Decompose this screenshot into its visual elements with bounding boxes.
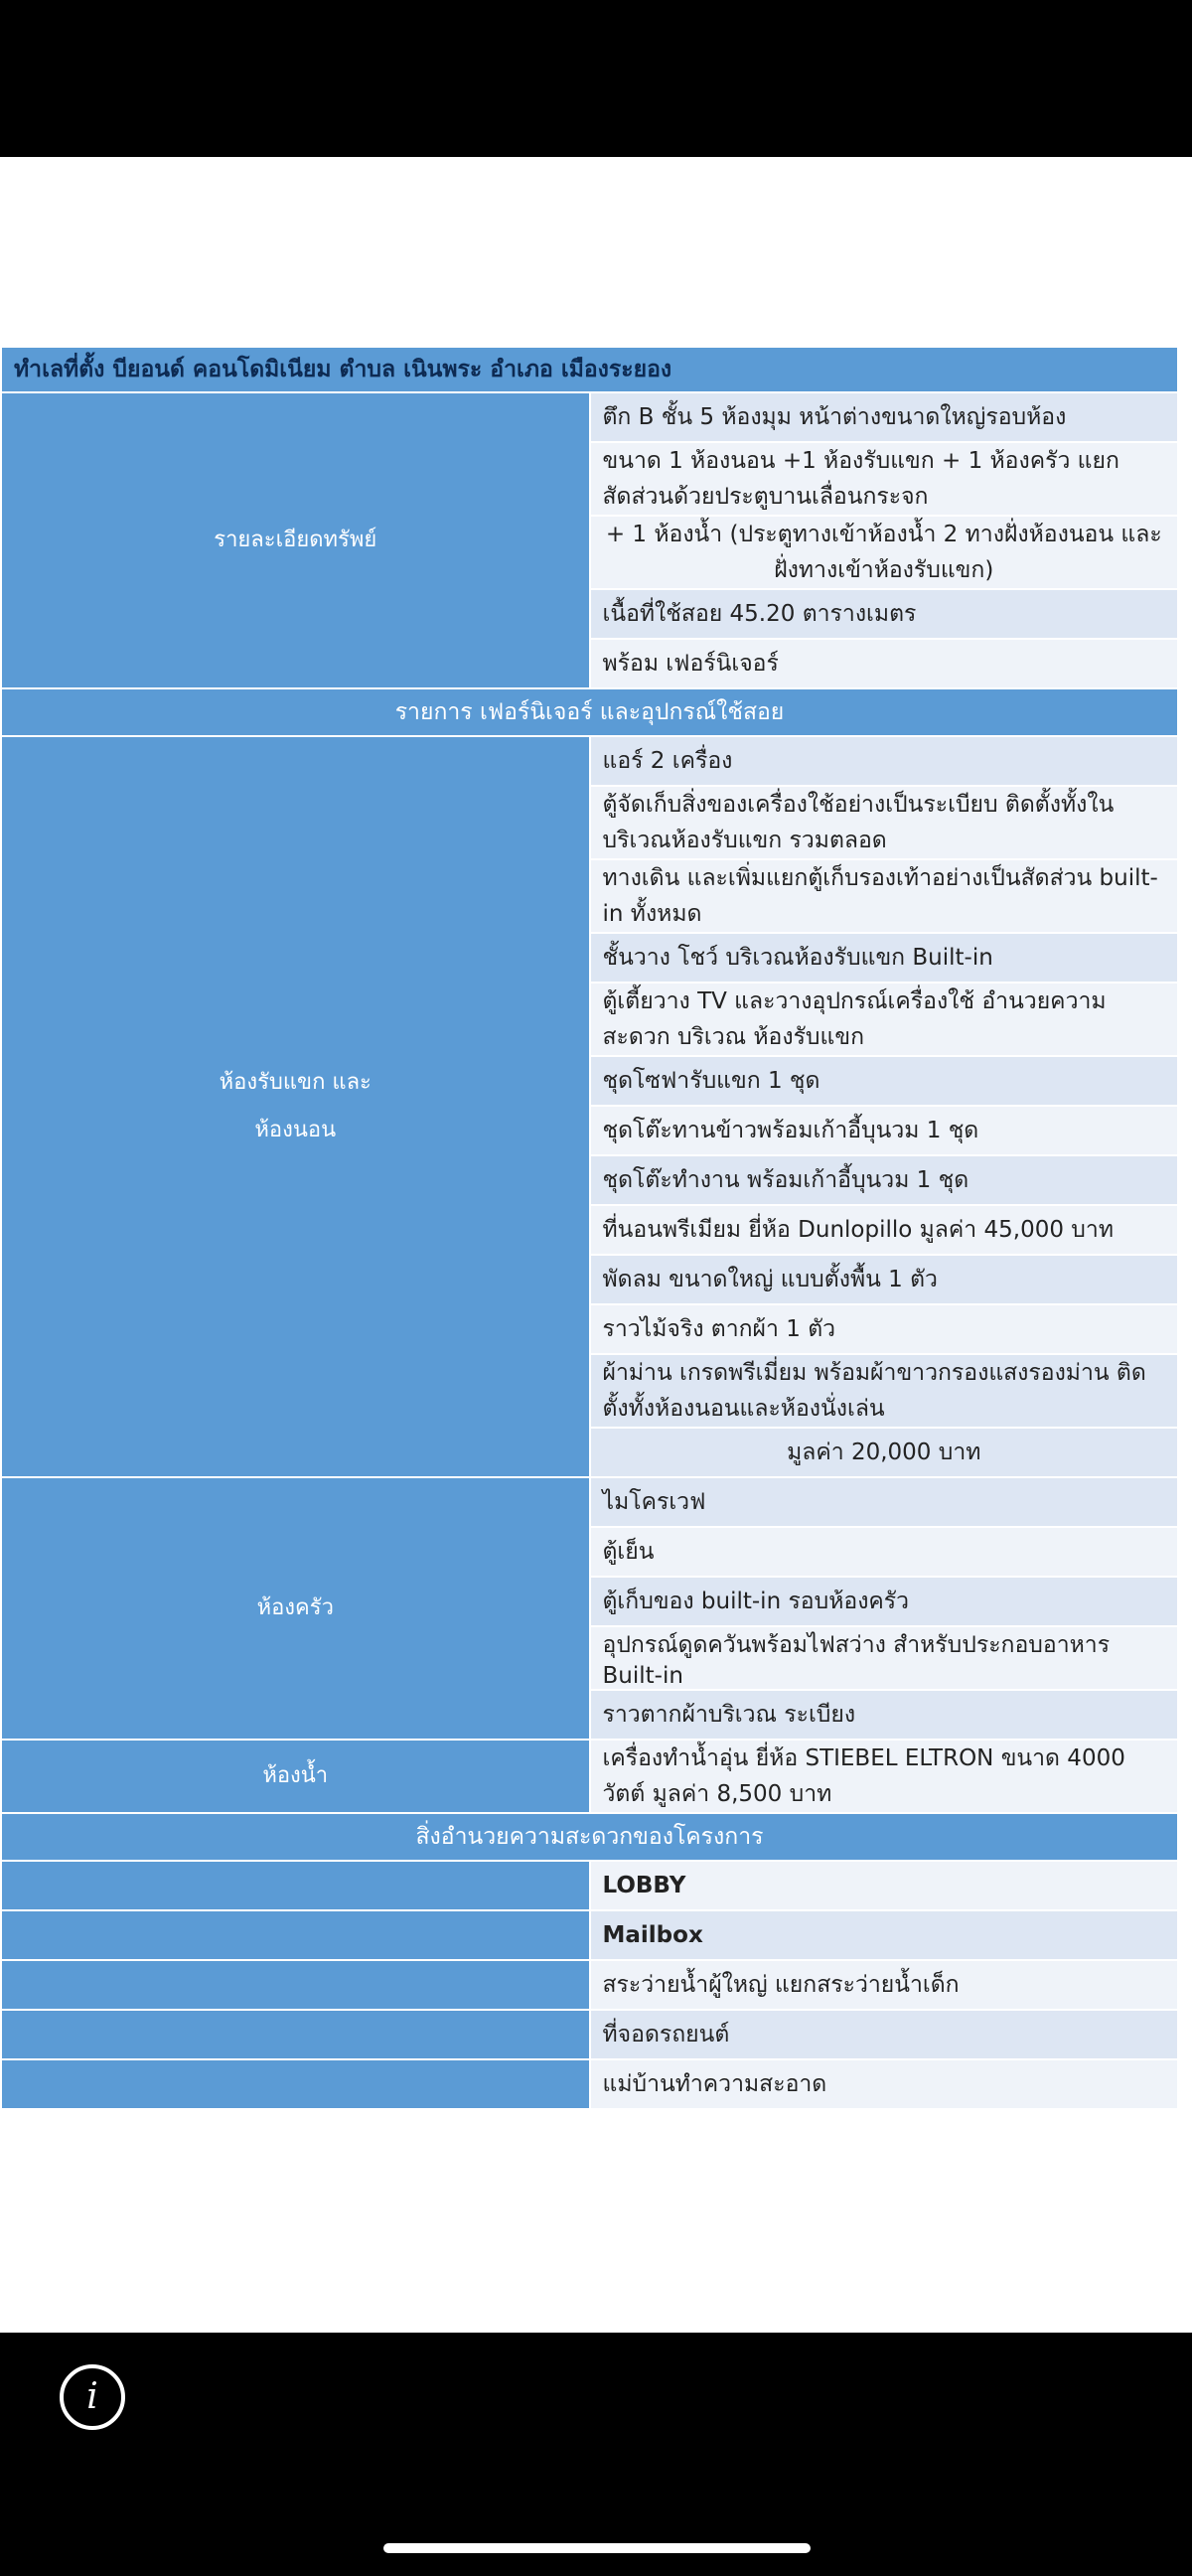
furniture-row: ตู้เตี้ยวาง TV และวางอุปกรณ์เครื่องใช้ อำนวยความสะดวก บริเวณ ห้องรับแขก: [590, 983, 1179, 1056]
furniture-row: ตู้จัดเก็บสิ่งของเครื่องใช้อย่างเป็นระเบียบ ติดตั้งทั้งในบริเวณห้องรับแขก รวมตลอด: [590, 786, 1179, 859]
furniture-row: ทางเดิน และเพิ่มแยกตู้เก็บรองเท้าอย่างเป็นสัดส่วน built-in ทั้งหมด: [590, 859, 1179, 933]
furniture-row: ราวไม้จริง ตากผ้า 1 ตัว: [590, 1304, 1179, 1354]
facility-row: แม่บ้านทำความสะอาด: [590, 2059, 1179, 2109]
furniture-row: ชุดโต๊ะทานข้าวพร้อมเก้าอี้บุนวม 1 ชุด: [590, 1106, 1179, 1155]
furniture-row: ชุดโซฟารับแขก 1 ชุด: [590, 1056, 1179, 1106]
property-row: ตึก B ชั้น 5 ห้องมุม หน้าต่างขนาดใหญ่รอบห้อง: [590, 392, 1179, 442]
furniture-row: ที่นอนพรีเมียม ยี่ห้อ Dunlopillo มูลค่า 45,000 บาท: [590, 1205, 1179, 1255]
facility-row: ที่จอดรถยนต์: [590, 2010, 1179, 2059]
bathroom-row: เครื่องทำน้ำอุ่น ยี่ห้อ STIEBEL ELTRON ขนาด 4000 วัตต์ มูลค่า 8,500 บาท: [590, 1740, 1179, 1813]
facilities-section-title: สิ่งอำนวยความสะดวกของโครงการ: [1, 1813, 1178, 1861]
facilities-label-cell: [1, 1861, 590, 1910]
furniture-row-cont: มูลค่า 20,000 บาท: [787, 1440, 981, 1465]
property-details-label: รายละเอียดทรัพย์: [1, 392, 590, 688]
kitchen-row: ไมโครเวฟ: [590, 1477, 1179, 1527]
home-indicator[interactable]: [383, 2543, 811, 2553]
living-bedroom-label-line2: ห้องนอน: [254, 1118, 337, 1142]
location-header: ทำเลที่ตั้ง บียอนด์ คอนโดมิเนียม ตำบล เนินพระ อำเภอ เมืองระยอง: [1, 347, 1178, 392]
facility-row: สระว่ายน้ำผู้ใหญ่ แยกสระว่ายน้ำเด็ก: [590, 1960, 1179, 2010]
kitchen-row: ราวตากผ้าบริเวณ ระเบียง: [590, 1690, 1179, 1740]
furniture-row: [590, 1428, 1179, 1477]
info-icon[interactable]: i: [60, 2364, 125, 2430]
facilities-label-cell: [1, 2010, 590, 2059]
property-row: เนื้อที่ใช้สอย 45.20 ตารางเมตร: [590, 589, 1179, 639]
facility-row: Mailbox: [590, 1910, 1179, 1960]
facility-row: LOBBY: [590, 1861, 1179, 1910]
kitchen-row: อุปกรณ์ดูดควันพร้อมไฟสว่าง สำหรับประกอบอาหาร Built-in: [590, 1626, 1179, 1690]
property-row: ขนาด 1 ห้องนอน +1 ห้องรับแขก + 1 ห้องครัว แยกสัดส่วนด้วยประตูบานเลื่อนกระจก: [590, 442, 1179, 516]
furniture-row: ผ้าม่าน เกรดพรีเมี่ยม พร้อมผ้าขาวกรองแสงรองม่าน ติดตั้งทั้งห้องนอนและห้องนั่งเล่น: [590, 1354, 1179, 1428]
facilities-label-cell: [1, 1910, 590, 1960]
living-bedroom-label-line1: ห้องรับแขก และ: [219, 1070, 372, 1095]
facilities-label-cell: [1, 1960, 590, 2010]
facilities-label-cell: [1, 2059, 590, 2109]
living-bedroom-label: [1, 736, 590, 1477]
property-row: พร้อม เฟอร์นิเจอร์: [590, 639, 1179, 688]
kitchen-row: ตู้เก็บของ built-in รอบห้องครัว: [590, 1577, 1179, 1626]
property-row: [590, 516, 1179, 589]
kitchen-label: ห้องครัว: [1, 1477, 590, 1740]
furniture-row: แอร์ 2 เครื่อง: [590, 736, 1179, 786]
furniture-row: ชั้นวาง โชว์ บริเวณห้องรับแขก Built-in: [590, 933, 1179, 983]
furniture-row: ชุดโต๊ะทำงาน พร้อมเก้าอี้บุนวม 1 ชุด: [590, 1155, 1179, 1205]
furniture-row: พัดลม ขนาดใหญ่ แบบตั้งพื้น 1 ตัว: [590, 1255, 1179, 1304]
furniture-section-title: รายการ เฟอร์นิเจอร์ และอุปกรณ์ใช้สอย: [1, 688, 1178, 736]
bathroom-label: ห้องน้ำ: [1, 1740, 590, 1813]
property-table: [0, 346, 1179, 2110]
kitchen-row: ตู้เย็น: [590, 1527, 1179, 1577]
property-row-cont: + 1 ห้องน้ำ (ประตูทางเข้าห้องน้ำ 2 ทางฝั่งห้องนอน และฝั่งทางเข้าห้องรับแขก): [605, 522, 1162, 583]
